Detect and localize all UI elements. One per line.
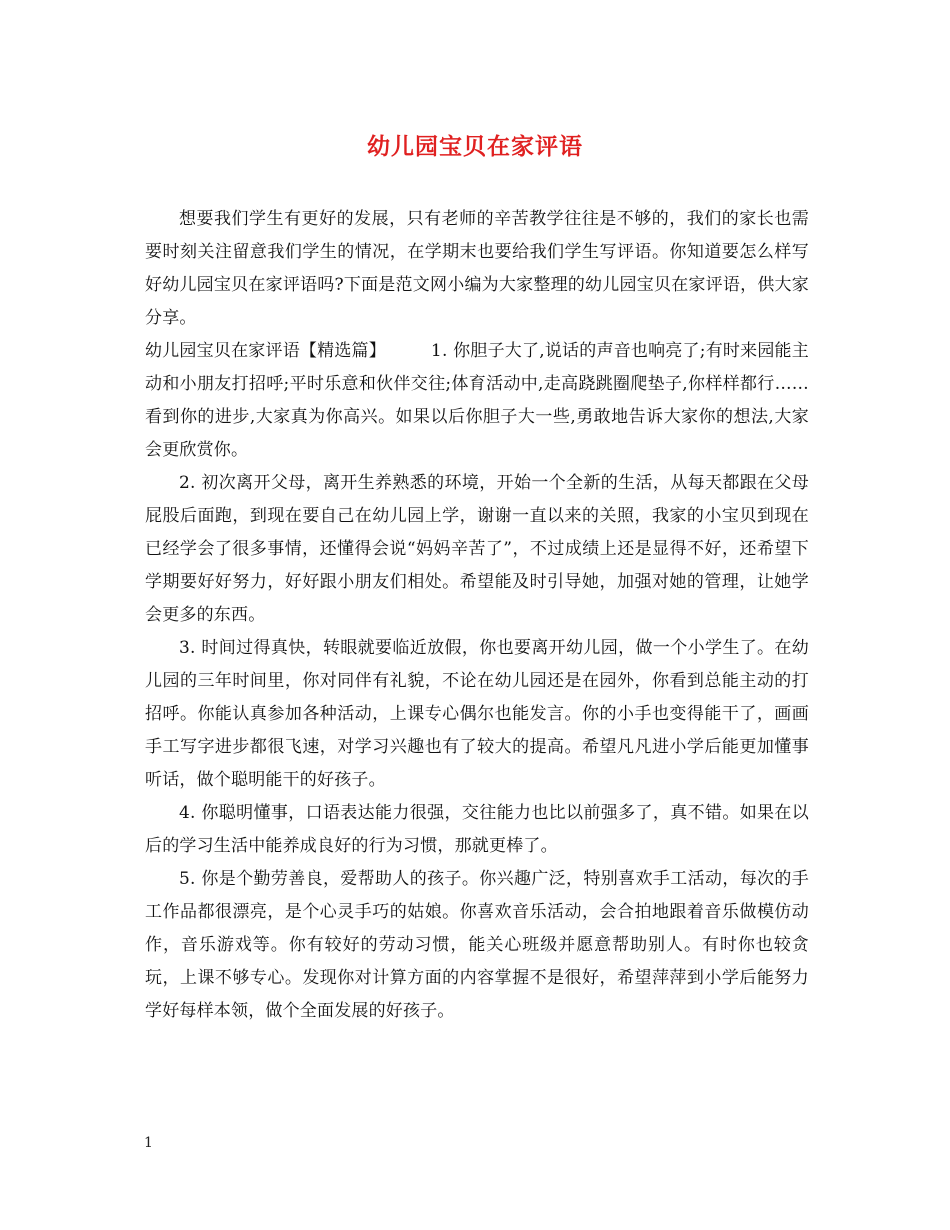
section-heading: 幼儿园宝贝在家评语【精选篇】 — [145, 341, 386, 361]
document-title: 幼儿园宝贝在家评语 — [367, 133, 583, 160]
comment-item-1: 1. 你胆子大了,说话的声音也响亮了;有时来园能主动和小朋友打招呼;平时乐意和伙伴交往;体育活动中,走高跷跳圈爬垫子,你样样都行……看到你的进步,大家真为你高兴。如果以后你胆子大一些,勇敢地告诉大家你的想法,大家会更欣赏你。 — [145, 341, 809, 460]
document-body — [145, 203, 809, 1028]
intro-paragraph: 想要我们学生有更好的发展，只有老师的辛苦教学往往是不够的，我们的家长也需要时刻关注留意我们学生的情况，在学期末也要给我们学生写评语。你知道要怎么样写好幼儿园宝贝在家评语吗?下面是范文网小编为大家整理的幼儿园宝贝在家评语，供大家分享。 — [145, 209, 809, 328]
comment-item-3: 3. 时间过得真快，转眼就要临近放假，你也要离开幼儿园，做一个小学生了。在幼儿园的三年时间里，你对同伴有礼貌，不论在幼儿园还是在园外，你看到总能主动的打招呼。你能认真参加各种活动，上课专心偶尔也能发言。你的小手也变得能干了，画画手工写字进步都很飞速，对学习兴趣也有了较大的提高。希望凡凡进小学后能更加懂事听话，做个聪明能干的好孩子。 — [145, 638, 809, 790]
comment-item-5: 5. 你是个勤劳善良，爱帮助人的孩子。你兴趣广泛，特别喜欢手工活动，每次的手工作品都很漂亮，是个心灵手巧的姑娘。你喜欢音乐活动，会合拍地跟着音乐做模仿动作，音乐游戏等。你有较好的劳动习惯，能关心班级并愿意帮助别人。有时你也较贪玩，上课不够专心。发现你对计算方面的内容掌握不是很好，希望萍萍到小学后能努力学好每样本领，做个全面发展的好孩子。 — [145, 869, 809, 1021]
page-number: 1 — [144, 1135, 153, 1151]
comment-item-2: 2. 初次离开父母，离开生养熟悉的环境，开始一个全新的生活，从每天都跟在父母屁股后面跑，到现在要自己在幼儿园上学，谢谢一直以来的关照，我家的小宝贝到现在已经学会了很多事情，还懂得会说“妈妈辛苦了”，不过成绩上还是显得不好，还希望下学期要好好努力，好好跟小朋友们相处。希望能及时引导她，加强对她的管理，让她学会更多的东西。 — [145, 473, 809, 625]
section-paragraph — [145, 335, 809, 467]
comment-item-4: 4. 你聪明懂事，口语表达能力很强，交往能力也比以前强多了，真不错。如果在以后的学习生活中能养成良好的行为习惯，那就更棒了。 — [145, 803, 809, 856]
heading-spacer — [386, 341, 431, 361]
